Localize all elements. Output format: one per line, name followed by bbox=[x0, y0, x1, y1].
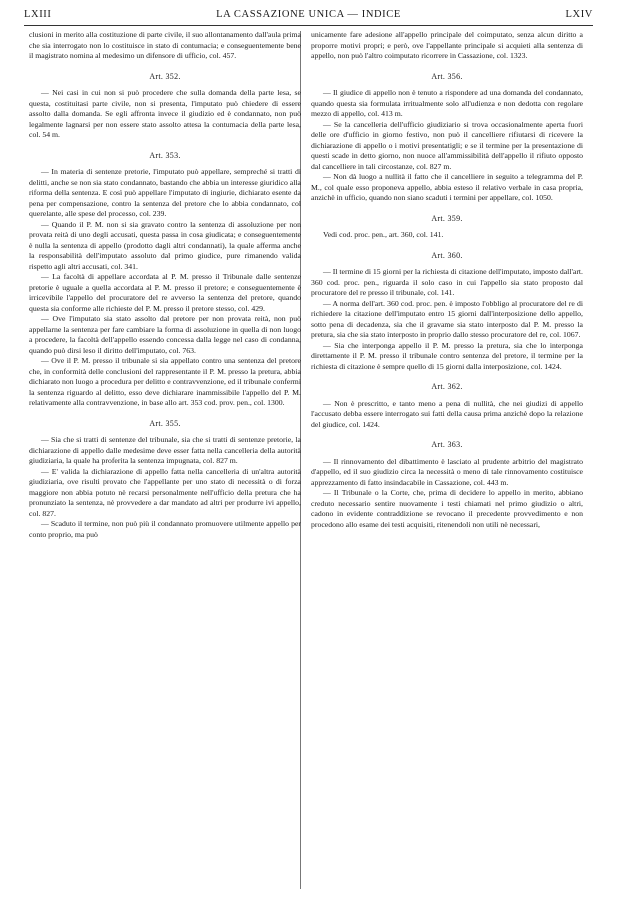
paragraph: — Nei casi in cui non si può procedere che sulla domanda della parte lesa, se questa, costituitasi parte civile, non si presenta, l'imputato può chiedere di essere assolto dalla domanda. Se egli affronta invece il giudizio ed è condannato, non può legalmente lagnarsi per non essere stato assolto attesa la contumacia della parte lesa, col. 54 m. bbox=[29, 88, 301, 139]
article-heading-360: Art. 360. bbox=[431, 250, 463, 260]
right-column bbox=[311, 30, 583, 530]
paragraph: — Il Tribunale o la Corte, che, prima di decidere lo appello in merito, abbiano creduto necessario sentire nuovamente i testi chiamati nel primo giudizio o altri, cadono in evidente contraddizione se revocano il precedente provvedimento e non procedono allo esame dei testi acquisiti, ritenendoli non utili nè necessari, bbox=[311, 488, 583, 529]
paragraph: — A norma dell'art. 360 cod. proc. pen. è imposto l'obbligo al procuratore del re di richiedere la citazione dell'imputato entro 15 giorni dall'interposizione dello appello, sotto pena di decadenza, sia che il gravame sia stato interposto dal P. M. presso la pretura, sia che sia stato interposto in proprio dallo stesso procuratore del re, col. 1067. bbox=[311, 298, 583, 339]
cross-reference: Vedi cod. proc. pen., art. 360, col. 141. bbox=[323, 230, 444, 239]
paragraph: — Non dà luogo a nullità il fatto che il cancelliere in seguito a telegramma del P. M., col quale esso proponeva appello, abbia esteso il relativo verbale in casa propria, anzichè in ufficio, quando non siano scaduti i termini per appellare, col. 1050. bbox=[311, 172, 583, 202]
paragraph: — Scaduto il termine, non può più il condannato promuovere utilmente appello per conto proprio, ma può bbox=[29, 519, 301, 539]
article-heading-352: Art. 352. bbox=[149, 71, 181, 81]
paragraph: — La facoltà di appellare accordata al P. M. presso il Tribunale dalle sentenze pretorie è uguale a quella accordata al P. M. presso il pretore; e conseguentemente è irricevibile l'appello del procuratore del re avverso la sentenza del pretore, quando questa sia conforme alle richieste del P. M. presso il pretore stesso, col. 429. bbox=[29, 272, 301, 313]
paragraph: — Il rinnovamento del dibattimento è lasciato al prudente arbitrio del magistrato d'appello, ed il suo giudizio circa la necessità o meno di tale rinnovamento costituisce apprezzamento di fatto insindacabile in Cassazione, col. 443 m. bbox=[311, 456, 583, 487]
paragraph: — E' valida la dichiarazione di appello fatta nella cancelleria di un'altra autorità giudiziaria, ove risulti provato che l'appellante per uno stato di necessità o di forza maggiore non abbia potuto nè recarsi personalmente nell'ufficio della pretura che ha pronunziato la sentenza, nè provvedere a dar mandato ad altri per produrre ivi appello, col. 827. bbox=[29, 466, 301, 518]
page-number-right: LXIV bbox=[565, 9, 593, 20]
paragraph: — Sia che interponga appello il P. M. presso la pretura, sia che lo interponga direttamente il P. M. presso il tribunale contro sentenza del pretore, il termine per la richiesta di citazione è sempre quello di 15 giorni dalla interposizione, col. 1424. bbox=[311, 340, 583, 371]
article-heading-362: Art. 362. bbox=[431, 382, 463, 391]
page-header bbox=[24, 9, 593, 25]
left-column bbox=[29, 30, 301, 540]
paragraph: — Il termine di 15 giorni per la richiesta di citazione dell'imputato, imposto dall'art. 360 cod. proc. pen., riguarda il solo caso in cui l'appello sia stato proposto dal procuratore del re presso il tribunale, col. 141. bbox=[311, 267, 583, 297]
paragraph: — Il giudice di appello non è tenuto a rispondere ad una domanda del condannato, quando questa sia formulata irritualmente solo all'udienza e non dedotta con regolare mezzo di appello, col. 413 m. bbox=[311, 88, 583, 118]
article-heading-359: Art. 359. bbox=[431, 213, 463, 223]
article-heading-355: Art. 355. bbox=[149, 418, 181, 428]
continued-paragraph: unicamente fare adesione all'appello principale del coimputato, senza alcun diritto a proporre motivi propri; e però, ove l'appellante principale si acquieti alla sentenza di appello, non può l'altro coimputato ricorrere in Cassazione, col. 1323. bbox=[311, 30, 583, 60]
header-rule bbox=[24, 25, 593, 26]
paragraph: — Non è prescritto, e tanto meno a pena di nullità, che nei giudizi di appello l'accusato debba essere interrogato sui fatti della causa prima anzichè dopo la relazione del giudice, col. 1424. bbox=[311, 398, 583, 429]
paragraph: — Se la cancelleria dell'ufficio giudiziario si trova occasionalmente aperta fuori delle ore d'ufficio in giorno festivo, non può il cancelliere rifiutarsi di ricevere la dichiarazione di appello o i motivi presentatigli; e se il termine per la presentazione di questi scade in detto giorno, non nuoce all'ammissibilità dell'appello il rifiuto opposto dal cancelliere in tali circostanze, col. 827 m. bbox=[311, 119, 583, 171]
paragraph: — Ove il P. M. presso il tribunale si sia appellato contro una sentenza del pretore che, in conformità delle conclusioni del rappresentante il P. M. presso la pretura, abbia dichiarato non luogo a procedura per delitto e contravvenzione, ed il tribunale confermi la sentenza riguardo al delitto, esso deve dichiarare inammissibile l'appello del P. M. relativamente alla contravvenzione, in base allo art. 353 cod. prov. pen., col. 1300. bbox=[29, 356, 301, 407]
paragraph: — In materia di sentenze pretorie, l'imputato può appellare, sempreché si tratti di delitti, anche se non sia stato condannato, bastando che abbia un interesse giuridico alla riforma della sentenza. E così può appellare l'imputato di ingiurie, dichiarato esente da pena per compensazione, contro la sentenza del pretore che lo abbia condannato, col querelante, alle spese del processo, col. 239. bbox=[29, 167, 301, 218]
page-number-left: LXIII bbox=[24, 9, 52, 20]
running-title: LA CASSAZIONE UNICA — INDICE bbox=[216, 9, 401, 20]
article-heading-356: Art. 356. bbox=[431, 71, 463, 81]
paragraph: — Quando il P. M. non si sia gravato contro la sentenza di assoluzione per non provata reità di uno degli accusati, questa passa in cosa giudicata; e conseguentemente è nulla la sentenza di appello (prodotto dagli altri condannati), la quale afferma anche la responsabilità dell'imputato assoluto dal primo giudice, pure rimanendo valida rispetto agli altri accusati, col. 341. bbox=[29, 219, 301, 271]
paragraph: — Sia che si tratti di sentenze del tribunale, sia che si tratti di sentenze pretorie, la dichiarazione di appello dalle medesime deve esser fatta nella cancelleria della autorità giudiziaria, la quale ha proferita la sentenza impugnata, col. 827 m. bbox=[29, 435, 301, 465]
article-heading-353: Art. 353. bbox=[149, 150, 181, 160]
continued-paragraph: clusioni in merito alla costituzione di parte civile, il suo allontanamento dall'aula prima che sia interrogato non lo costituisce in stato di contumacia; e conseguentemente bene il magistrato nomina al medesimo un difensore di ufficio, col. 457. bbox=[29, 30, 301, 60]
paragraph: — Ove l'imputato sia stato assolto dal pretore per non provata reità, non può appellarne la sentenza per fare cambiare la forma di assoluzione in quella di non luogo a procedere, la facoltà dell'appello essendo concessa dalla legge nel caso di condanna, quando può dirsi leso il diritto dell'imputato, col. 763. bbox=[29, 314, 301, 355]
article-heading-363: Art. 363. bbox=[431, 440, 463, 449]
